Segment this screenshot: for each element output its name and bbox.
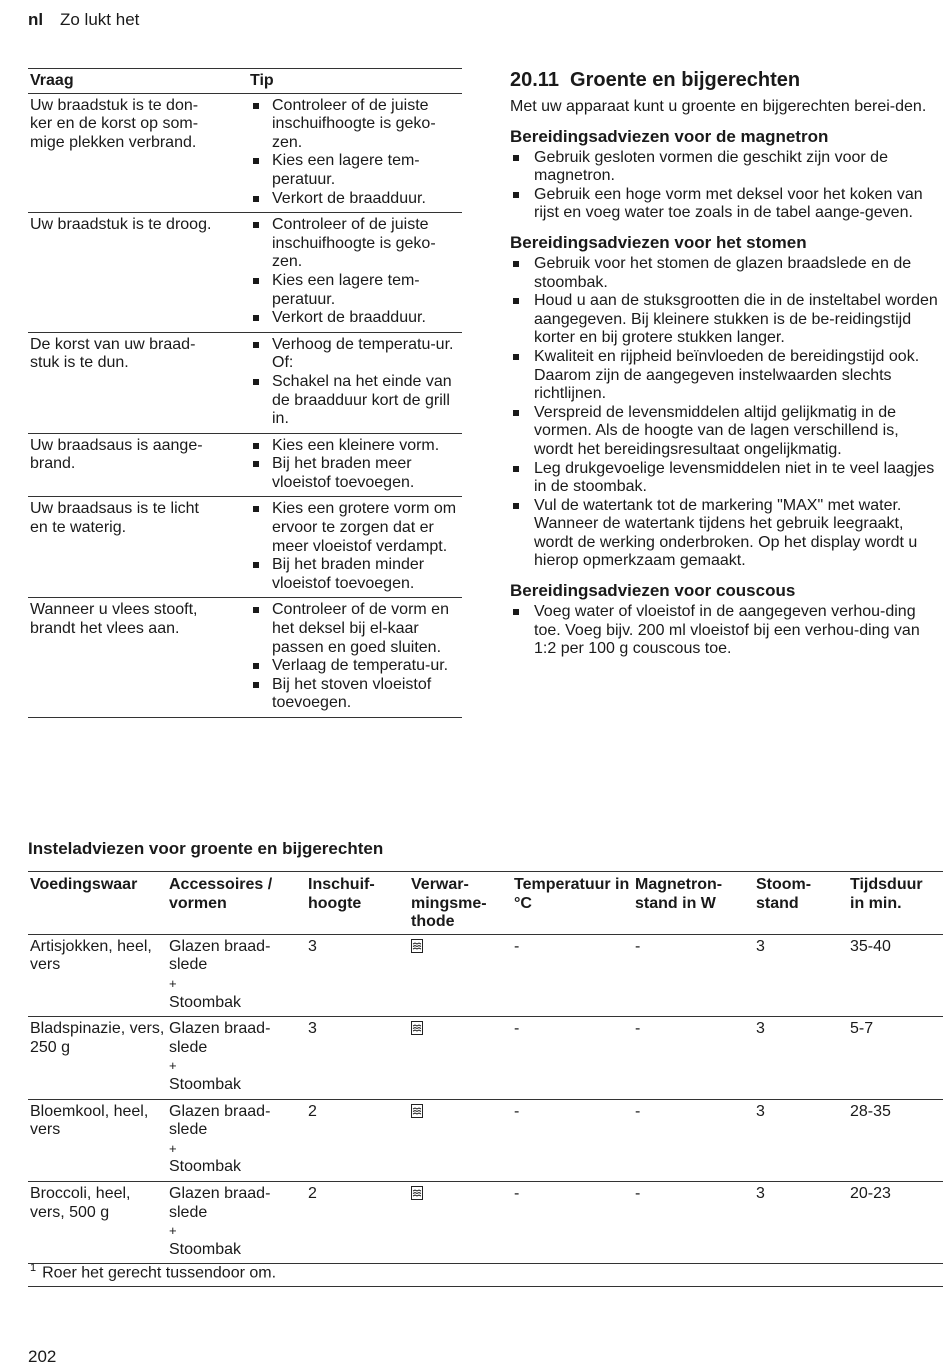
column-header-food: Voedingswaar xyxy=(28,872,167,935)
list-item: Houd u aan de stuksgrootten die in de insteltabel worden aangegeven. Bij kleinere stukken is de be-reidingstijd korter en bij grotere stukken langer. xyxy=(510,292,940,348)
tip-item: Controleer of de juiste inschuifhoogte is geko-zen. xyxy=(250,97,460,153)
accessories-cell xyxy=(167,934,306,1016)
intro-text: Met uw apparaat kunt u groente en bijgerechten berei-den. xyxy=(510,98,927,115)
table-header-row xyxy=(28,69,462,94)
plus-sign: + xyxy=(169,1140,177,1156)
accessory-primary: Glazen braad-slede xyxy=(169,1184,271,1221)
accessories-cell xyxy=(167,1181,306,1263)
or-text: Of: xyxy=(272,354,294,372)
table-row xyxy=(28,433,462,497)
level-cell: 3 xyxy=(306,1017,409,1099)
list-item: Gebruik een hoge vorm met deksel voor het koken van rijst en voeg water toe zoals in de tabel aange-geven. xyxy=(510,186,940,223)
tip-item: Controleer of de juiste inschuifhoogte is geko-zen. xyxy=(250,216,460,272)
list-item: Gebruik voor het stomen de glazen braadslede en de stoombak. xyxy=(510,255,940,292)
food-cell: Broccoli, heel, vers, 500 g xyxy=(28,1181,167,1263)
tip-cell xyxy=(248,332,462,433)
settings-table-title: Insteladviezen voor groente en bijgerechten xyxy=(28,839,384,858)
accessory-secondary: Stoombak xyxy=(169,993,242,1011)
tip-list xyxy=(250,601,460,713)
accessory-secondary: Stoombak xyxy=(169,1075,242,1093)
list-item: Verspreid de levensmiddelen altijd gelijkmatig in de vormen. Als de hoogte van de lagen verschillend is, wordt het bereidingsresultaat ongelijkmatig. xyxy=(510,404,940,460)
time-cell: 5-7 xyxy=(848,1017,943,1099)
temp-cell: - xyxy=(512,934,633,1016)
tip-item: Kies een grotere vorm om ervoor te zorgen dat er meer vloeistof verdampt. xyxy=(250,500,460,556)
table-row xyxy=(28,1099,943,1181)
plus-sign: + xyxy=(169,975,177,991)
micro-cell: - xyxy=(633,1099,754,1181)
column-header-time: Tijdsduur in min. xyxy=(848,872,943,935)
column-header-accessories: Accessoires / vormen xyxy=(167,872,306,935)
table-row xyxy=(28,598,462,718)
level-cell: 2 xyxy=(306,1099,409,1181)
heating-method-cell xyxy=(409,934,512,1016)
level-cell: 2 xyxy=(306,1181,409,1263)
list-item: Kwaliteit en rijpheid beïnvloeden de bereidingstijd ook. Daarom zijn de aangegeven instelwaarden slechts richtlijnen. xyxy=(510,348,940,404)
column-header-level: Inschuif-hoogte xyxy=(306,872,409,935)
heating-method-cell xyxy=(409,1181,512,1263)
column-header-heating: Verwar-mingsme-thode xyxy=(409,872,512,935)
couscous-heading: Bereidingsadviezen voor couscous xyxy=(510,581,796,601)
table-row xyxy=(28,213,462,333)
temp-cell: - xyxy=(512,1017,633,1099)
question-cell: Uw braadstuk is te don- ker en de korst op som- mige plekken verbrand. xyxy=(28,93,248,213)
language-code: nl xyxy=(28,10,44,29)
heating-method-cell xyxy=(409,1017,512,1099)
question-cell: Uw braadsaus is aange- brand. xyxy=(28,433,248,497)
tip-item: Bij het braden minder vloeistof toevoegen. xyxy=(250,556,460,593)
table-row xyxy=(28,1017,943,1099)
accessories-cell xyxy=(167,1099,306,1181)
tip-list xyxy=(250,97,460,209)
accessory-secondary: Stoombak xyxy=(169,1240,242,1258)
heating-method-cell xyxy=(409,1099,512,1181)
tip-item: Verkort de braadduur. xyxy=(250,309,460,328)
steam-mode-icon xyxy=(411,939,423,953)
question-cell: De korst van uw braad- stuk is te dun. xyxy=(28,332,248,433)
temp-cell: - xyxy=(512,1181,633,1263)
steam-mode-icon xyxy=(411,1021,423,1035)
accessory-primary: Glazen braad-slede xyxy=(169,1020,271,1056)
tip-list xyxy=(250,336,460,429)
list-item: Voeg water of vloeistof in de aangegeven verhou-ding toe. Voeg bijv. 200 ml vloeistof bij een verhou-ding van 1:2 per 100 g couscous toe. xyxy=(510,603,940,659)
level-cell: 3 xyxy=(306,934,409,1016)
column-header-steam: Stoom-stand xyxy=(754,872,848,935)
food-cell: Artisjokken, heel, vers xyxy=(28,934,167,1016)
steam-mode-icon xyxy=(411,1186,423,1200)
tip-cell xyxy=(248,433,462,497)
footnote xyxy=(28,1257,943,1287)
food-cell: Bloemkool, heel, vers xyxy=(28,1099,167,1181)
steam-cell: 3 xyxy=(754,934,848,1016)
running-header: Zo lukt het xyxy=(60,10,140,29)
troubleshooting-table xyxy=(28,68,462,718)
table-row xyxy=(28,497,462,598)
question-cell: Wanneer u vlees stooft, brandt het vlees aan. xyxy=(28,598,248,718)
accessory-primary: Glazen braad-slede xyxy=(169,1102,271,1139)
column-header-tip: Tip xyxy=(248,69,462,94)
tip-item: Bij het stoven vloeistof toevoegen. xyxy=(250,676,460,713)
tip-item: Kies een lagere tem-peratuur. xyxy=(250,272,460,309)
temp-cell: - xyxy=(512,1099,633,1181)
time-cell: 35-40 xyxy=(848,934,943,1016)
micro-cell: - xyxy=(633,934,754,1016)
right-column xyxy=(510,68,940,659)
column-header-temperature: Temperatuur in °C xyxy=(512,872,633,935)
accessory-secondary: Stoombak xyxy=(169,1158,242,1176)
steam-heading: Bereidingsadviezen voor het stomen xyxy=(510,232,807,252)
time-cell: 28-35 xyxy=(848,1099,943,1181)
table-header-row xyxy=(28,872,943,935)
column-header-microwave: Magnetron-stand in W xyxy=(633,872,754,935)
microwave-list xyxy=(510,149,940,223)
microwave-heading: Bereidingsadviezen voor de magnetron xyxy=(510,126,829,146)
tip-item: Controleer of de vorm en het deksel bij el-kaar passen en goed sluiten. xyxy=(250,601,460,657)
tip-list xyxy=(250,500,460,593)
footnote-text: Roer het gerecht tussendoor om. xyxy=(42,1264,277,1282)
list-item: Leg drukgevoelige levensmiddelen niet in te veel laagjes in de stoombak. xyxy=(510,460,940,497)
plus-sign: + xyxy=(169,1223,177,1239)
tip-cell xyxy=(248,93,462,213)
page-number: 202 xyxy=(28,1347,57,1366)
table-row xyxy=(28,934,943,1016)
tip-cell xyxy=(248,598,462,718)
footnote-mark: 1 xyxy=(30,1262,37,1274)
plus-sign: + xyxy=(169,1058,177,1074)
tip-item: Kies een kleinere vorm. xyxy=(250,437,460,456)
tip-list xyxy=(250,216,460,328)
steam-cell: 3 xyxy=(754,1017,848,1099)
question-cell: Uw braadstuk is te droog. xyxy=(28,213,248,333)
table-row xyxy=(28,93,462,213)
tip-item: Kies een lagere tem-peratuur. xyxy=(250,152,460,189)
tip-cell xyxy=(248,497,462,598)
steam-list xyxy=(510,255,940,571)
tip-item: Verkort de braadduur. xyxy=(250,190,460,209)
tip-item: Bij het braden meer vloeistof toevoegen. xyxy=(250,455,460,492)
accessories-cell xyxy=(167,1017,306,1099)
time-cell: 20-23 xyxy=(848,1181,943,1263)
tip-item: Verhoog de temperatu-ur. xyxy=(250,336,460,355)
table-row xyxy=(28,1181,943,1263)
list-item: Gebruik gesloten vormen die geschikt zijn voor de magnetron. xyxy=(510,149,940,186)
question-cell: Uw braadsaus is te licht en te waterig. xyxy=(28,497,248,598)
steam-cell: 3 xyxy=(754,1181,848,1263)
tip-item: Schakel na het einde van de braadduur kort de grill in. xyxy=(250,373,460,429)
tip-item: Verlaag de temperatu-ur. xyxy=(250,657,460,676)
steam-cell: 3 xyxy=(754,1099,848,1181)
steam-mode-icon xyxy=(411,1104,423,1118)
table-row xyxy=(28,332,462,433)
micro-cell: - xyxy=(633,1181,754,1263)
tip-cell xyxy=(248,213,462,333)
couscous-list xyxy=(510,603,940,659)
settings-table xyxy=(28,871,943,1264)
list-item: Vul de watertank tot de markering "MAX" met water. Wanneer de watertank tijdens het gebruik leegraakt, wordt de werking onderbroken. Op het display wordt u hierop opmerkzaam gemaakt. xyxy=(510,497,940,571)
section-title: 20.11 Groente en bijgerechten xyxy=(510,69,801,91)
column-header-question: Vraag xyxy=(28,69,248,94)
food-cell: Bladspinazie, vers, 250 g xyxy=(28,1017,167,1099)
micro-cell: - xyxy=(633,1017,754,1099)
accessory-primary: Glazen braad-slede xyxy=(169,937,271,974)
tip-list xyxy=(250,437,460,493)
